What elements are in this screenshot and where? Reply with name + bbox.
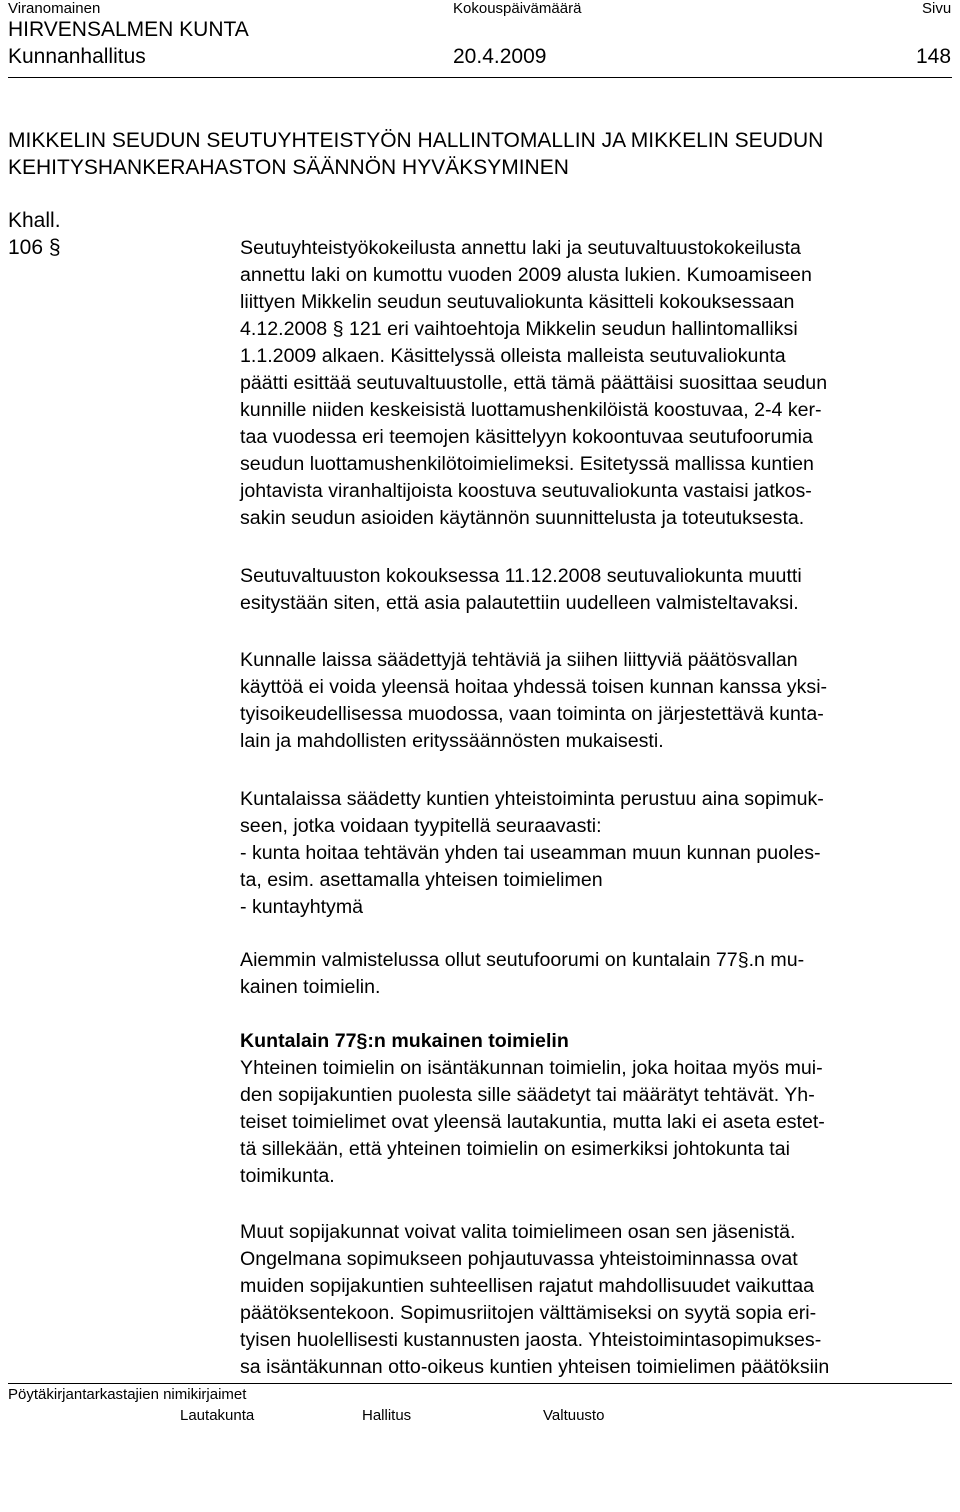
paragraph-line: esitystään siten, että asia palautettiin uudelleen valmisteltavaksi. [240, 592, 799, 614]
paragraph-line: Aiemmin valmistelussa ollut seutufoorumi on kuntalain 77§.n mu- [240, 949, 805, 971]
footer-column-board: Lautakunta [180, 1407, 255, 1424]
paragraph-line: tyisen huolellisesti kustannusten jaosta. Yhteistoimintasopimukses- [240, 1329, 822, 1351]
paragraph-line: lain ja mahdollisten erityssäännösten mukaisesti. [240, 730, 664, 752]
paragraph-2 [240, 563, 802, 617]
section-number-value: 106 [8, 236, 44, 259]
paragraph-line: Kunnalle laissa säädettyjä tehtäviä ja siihen liittyviä päätösvallan [240, 649, 798, 671]
paragraph-line: Muut sopijakunnat voivat valita toimielimeen osan sen jäsenistä. [240, 1221, 796, 1243]
paragraph-line: - kunta hoitaa tehtävän yhden tai useamman muun kunnan puoles- [240, 842, 821, 864]
paragraph-6 [240, 1028, 825, 1190]
header-organization: HIRVENSALMEN KUNTA [8, 18, 249, 41]
paragraph-line: liittyen Mikkelin seudun seutuvaliokunta käsitteli kokouksessaan [240, 291, 795, 313]
paragraph-line: - kuntayhtymä [240, 896, 364, 918]
section-label: Khall. [8, 209, 61, 232]
paragraph-line: Ongelmana sopimukseen pohjautuvassa yhteistoiminnassa ovat [240, 1248, 798, 1270]
paragraph-line: taa vuodessa eri teemojen käsittelyyn kokoontuvaa seutufoorumia [240, 426, 813, 448]
header-label-page: Sivu [922, 0, 952, 17]
paragraph-line: päätöksentekoon. Sopimusriitojen välttämiseksi on syytä sopia eri- [240, 1302, 817, 1324]
section-symbol: § [48, 236, 61, 259]
header-body-name: Kunnanhallitus [8, 45, 146, 68]
paragraph-line: seudun luottamushenkilötoimielimeksi. Esitetyssä mallissa kuntien [240, 453, 814, 475]
paragraph-line: Yhteinen toimielin on isäntäkunnan toimielin, joka hoitaa myös mui- [240, 1057, 823, 1079]
paragraph-1 [240, 235, 827, 532]
paragraph-line: teiset toimielimet ovat yleensä lautakuntia, mutta laki ei aseta estet- [240, 1111, 825, 1133]
header-divider [8, 77, 952, 78]
section-number [8, 235, 61, 261]
paragraph-3 [240, 647, 827, 755]
paragraph-7 [240, 1219, 829, 1381]
footer-initials-title: Pöytäkirjantarkastajien nimikirjaimet [8, 1386, 247, 1403]
paragraph-4 [240, 786, 824, 921]
subsection-heading: Kuntalain 77§:n mukainen toimielin [240, 1030, 569, 1052]
document-title-line-1: MIKKELIN SEUDUN SEUTUYHTEISTYÖN HALLINTOMALLIN JA MIKKELIN SEUDUN [8, 129, 824, 152]
paragraph-line: Seutuvaltuuston kokouksessa 11.12.2008 seutuvaliokunta muutti [240, 565, 802, 587]
header-page-number: 148 [916, 45, 952, 68]
paragraph-line: sa isäntäkunnan otto-oikeus kuntien yhteisen toimielimen päätöksiin [240, 1356, 830, 1378]
paragraph-line: johtavista viranhaltijoista koostuva seutuvaliokunta vastaisi jatkos- [240, 480, 812, 502]
paragraph-line: sakin seudun asioiden käytännön suunnittelusta ja toteutuksesta. [240, 507, 805, 529]
paragraph-line: annettu laki on kumottu vuoden 2009 alusta lukien. Kumoamiseen [240, 264, 812, 286]
paragraph-line: Kuntalaissa säädetty kuntien yhteistoiminta perustuu aina sopimuk- [240, 788, 824, 810]
paragraph-line: kunnille niiden keskeisistä luottamushenkilöistä koostuvaa, 2-4 ker- [240, 399, 822, 421]
paragraph-line: ta, esim. asettamalla yhteisen toimielimen [240, 869, 603, 891]
footer-column-government: Hallitus [362, 1407, 412, 1424]
paragraph-line: kainen toimielin. [240, 976, 381, 998]
footer-column-council: Valtuusto [543, 1407, 605, 1424]
paragraph-line: toimikunta. [240, 1165, 335, 1187]
paragraph-5 [240, 947, 804, 1001]
document-title-line-2: KEHITYSHANKERAHASTON SÄÄNNÖN HYVÄKSYMINEN [8, 156, 569, 179]
paragraph-line: tyisoikeudellisessa muodossa, vaan toiminta on järjestettävä kunta- [240, 703, 824, 725]
header-label-authority: Viranomainen [8, 0, 101, 17]
footer-divider [8, 1383, 952, 1384]
paragraph-line: muiden sopijakuntien suhteellisen rajatut mahdollisuudet vaikuttaa [240, 1275, 815, 1297]
paragraph-line: 1.1.2009 alkaen. Käsittelyssä olleista malleista seutuvaliokunta [240, 345, 786, 367]
paragraph-line: Seutuyhteistyökokeilusta annettu laki ja seutuvaltuustokokeilusta [240, 237, 801, 259]
paragraph-line: seen, jotka voidaan tyypitellä seuraavasti: [240, 815, 602, 837]
header-date: 20.4.2009 [453, 45, 547, 68]
paragraph-line: päätti esittää seutuvaltuustolle, että tämä päättäisi suosittaa seudun [240, 372, 828, 394]
header-label-meeting-date: Kokouspäivämäärä [453, 0, 582, 17]
paragraph-line: 4.12.2008 § 121 eri vaihtoehtoja Mikkelin seudun hallintomalliksi [240, 318, 798, 340]
paragraph-line: tä sillekään, että yhteinen toimielin on esimerkiksi johtokunta tai [240, 1138, 791, 1160]
paragraph-line: käyttöä ei voida yleensä hoitaa yhdessä toisen kunnan kanssa yksi- [240, 676, 828, 698]
paragraph-line: den sopijakuntien puolesta sille säädetyt tai määrätyt tehtävät. Yh- [240, 1084, 815, 1106]
